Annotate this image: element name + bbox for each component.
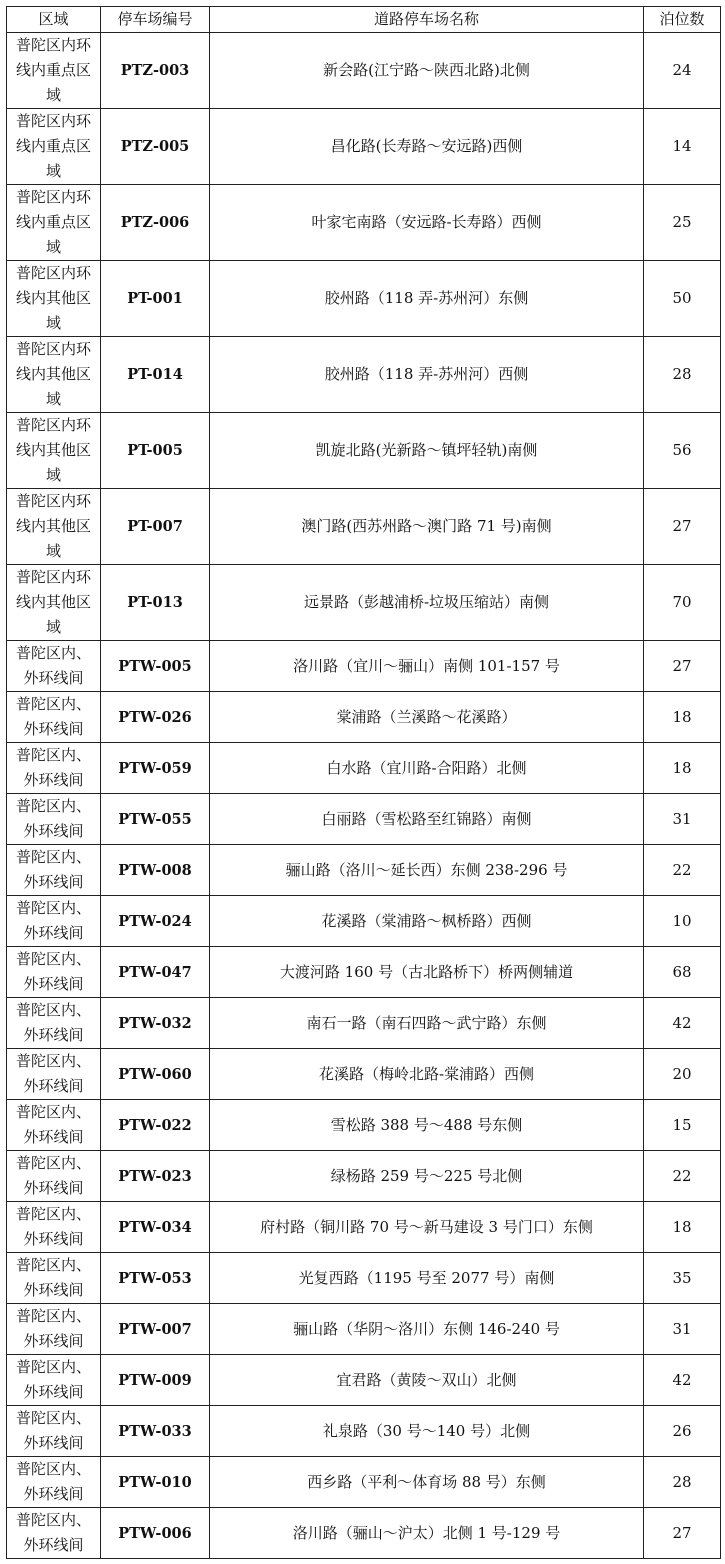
code-cell: PTZ-005 xyxy=(101,109,210,185)
spaces-cell: 15 xyxy=(644,1100,721,1151)
name-cell: 花溪路（梅岭北路-棠浦路）西侧 xyxy=(210,1049,644,1100)
spaces-cell: 26 xyxy=(644,1406,721,1457)
name-cell: 白丽路（雪松路至红锦路）南侧 xyxy=(210,794,644,845)
code-cell: PTW-006 xyxy=(101,1508,210,1559)
spaces-cell: 20 xyxy=(644,1049,721,1100)
table-body xyxy=(7,33,721,1559)
code-cell: PTW-008 xyxy=(101,845,210,896)
table-row xyxy=(7,896,721,947)
spaces-cell: 35 xyxy=(644,1253,721,1304)
header-name: 道路停车场名称 xyxy=(210,7,644,33)
spaces-cell: 14 xyxy=(644,109,721,185)
spaces-cell: 50 xyxy=(644,261,721,337)
region-cell: 普陀区内、外环线间 xyxy=(7,794,101,845)
name-cell: 花溪路（棠浦路～枫桥路）西侧 xyxy=(210,896,644,947)
region-cell: 普陀区内、外环线间 xyxy=(7,692,101,743)
name-cell: 宜君路（黄陵～双山）北侧 xyxy=(210,1355,644,1406)
spaces-cell: 27 xyxy=(644,1508,721,1559)
spaces-cell: 18 xyxy=(644,1202,721,1253)
name-cell: 大渡河路 160 号（古北路桥下）桥两侧辅道 xyxy=(210,947,644,998)
code-cell: PTW-047 xyxy=(101,947,210,998)
region-cell: 普陀区内环线内重点区域 xyxy=(7,109,101,185)
code-cell: PTW-005 xyxy=(101,641,210,692)
region-cell: 普陀区内环线内其他区域 xyxy=(7,565,101,641)
code-cell: PTW-053 xyxy=(101,1253,210,1304)
region-cell: 普陀区内、外环线间 xyxy=(7,1100,101,1151)
code-cell: PT-007 xyxy=(101,489,210,565)
table-row xyxy=(7,33,721,109)
spaces-cell: 42 xyxy=(644,998,721,1049)
spaces-cell: 18 xyxy=(644,692,721,743)
spaces-cell: 24 xyxy=(644,33,721,109)
table-row xyxy=(7,565,721,641)
name-cell: 府村路（铜川路 70 号～新马建设 3 号门口）东侧 xyxy=(210,1202,644,1253)
code-cell: PTW-032 xyxy=(101,998,210,1049)
spaces-cell: 70 xyxy=(644,565,721,641)
code-cell: PTW-026 xyxy=(101,692,210,743)
spaces-cell: 28 xyxy=(644,1457,721,1508)
region-cell: 普陀区内环线内重点区域 xyxy=(7,185,101,261)
header-row xyxy=(7,7,721,33)
table-row xyxy=(7,692,721,743)
code-cell: PTW-059 xyxy=(101,743,210,794)
name-cell: 洛川路（宜川～骊山）南侧 101-157 号 xyxy=(210,641,644,692)
spaces-cell: 27 xyxy=(644,489,721,565)
region-cell: 普陀区内、外环线间 xyxy=(7,1253,101,1304)
region-cell: 普陀区内、外环线间 xyxy=(7,1202,101,1253)
code-cell: PTW-034 xyxy=(101,1202,210,1253)
spaces-cell: 10 xyxy=(644,896,721,947)
region-cell: 普陀区内、外环线间 xyxy=(7,1406,101,1457)
name-cell: 胶州路（118 弄-苏州河）东侧 xyxy=(210,261,644,337)
spaces-cell: 22 xyxy=(644,845,721,896)
table-row xyxy=(7,1304,721,1355)
region-cell: 普陀区内、外环线间 xyxy=(7,641,101,692)
table-row xyxy=(7,1406,721,1457)
region-cell: 普陀区内、外环线间 xyxy=(7,845,101,896)
spaces-cell: 56 xyxy=(644,413,721,489)
name-cell: 南石一路（南石四路～武宁路）东侧 xyxy=(210,998,644,1049)
table-row xyxy=(7,337,721,413)
spaces-cell: 42 xyxy=(644,1355,721,1406)
region-cell: 普陀区内、外环线间 xyxy=(7,896,101,947)
table-row xyxy=(7,794,721,845)
table-row xyxy=(7,998,721,1049)
region-cell: 普陀区内、外环线间 xyxy=(7,1151,101,1202)
spaces-cell: 27 xyxy=(644,641,721,692)
table-row xyxy=(7,743,721,794)
parking-table xyxy=(6,6,721,1559)
table-row xyxy=(7,1100,721,1151)
region-cell: 普陀区内、外环线间 xyxy=(7,1457,101,1508)
region-cell: 普陀区内、外环线间 xyxy=(7,1508,101,1559)
spaces-cell: 18 xyxy=(644,743,721,794)
code-cell: PTZ-003 xyxy=(101,33,210,109)
code-cell: PTW-010 xyxy=(101,1457,210,1508)
spaces-cell: 22 xyxy=(644,1151,721,1202)
name-cell: 叶家宅南路（安远路-长寿路）西侧 xyxy=(210,185,644,261)
code-cell: PTW-033 xyxy=(101,1406,210,1457)
table-row xyxy=(7,185,721,261)
table-row xyxy=(7,947,721,998)
region-cell: 普陀区内、外环线间 xyxy=(7,947,101,998)
name-cell: 礼泉路（30 号～140 号）北侧 xyxy=(210,1406,644,1457)
region-cell: 普陀区内、外环线间 xyxy=(7,1355,101,1406)
code-cell: PTW-007 xyxy=(101,1304,210,1355)
spaces-cell: 28 xyxy=(644,337,721,413)
name-cell: 洛川路（骊山～沪太）北侧 1 号-129 号 xyxy=(210,1508,644,1559)
table-row xyxy=(7,109,721,185)
table-row xyxy=(7,1508,721,1559)
name-cell: 凯旋北路(光新路～镇坪轻轨)南侧 xyxy=(210,413,644,489)
region-cell: 普陀区内环线内其他区域 xyxy=(7,337,101,413)
name-cell: 雪松路 388 号～488 号东侧 xyxy=(210,1100,644,1151)
header-region: 区域 xyxy=(7,7,101,33)
name-cell: 白水路（宜川路-合阳路）北侧 xyxy=(210,743,644,794)
code-cell: PTW-009 xyxy=(101,1355,210,1406)
name-cell: 胶州路（118 弄-苏州河）西侧 xyxy=(210,337,644,413)
code-cell: PTW-023 xyxy=(101,1151,210,1202)
table-row xyxy=(7,845,721,896)
code-cell: PTW-024 xyxy=(101,896,210,947)
code-cell: PTW-060 xyxy=(101,1049,210,1100)
region-cell: 普陀区内环线内其他区域 xyxy=(7,413,101,489)
name-cell: 昌化路(长寿路～安远路)西侧 xyxy=(210,109,644,185)
region-cell: 普陀区内、外环线间 xyxy=(7,1049,101,1100)
name-cell: 棠浦路（兰溪路～花溪路） xyxy=(210,692,644,743)
name-cell: 澳门路(西苏州路～澳门路 71 号)南侧 xyxy=(210,489,644,565)
code-cell: PT-014 xyxy=(101,337,210,413)
region-cell: 普陀区内环线内重点区域 xyxy=(7,33,101,109)
code-cell: PTW-022 xyxy=(101,1100,210,1151)
header-spaces: 泊位数 xyxy=(644,7,721,33)
spaces-cell: 68 xyxy=(644,947,721,998)
region-cell: 普陀区内环线内其他区域 xyxy=(7,261,101,337)
table-row xyxy=(7,489,721,565)
code-cell: PT-001 xyxy=(101,261,210,337)
spaces-cell: 31 xyxy=(644,794,721,845)
region-cell: 普陀区内、外环线间 xyxy=(7,998,101,1049)
name-cell: 西乡路（平利～体育场 88 号）东侧 xyxy=(210,1457,644,1508)
spaces-cell: 25 xyxy=(644,185,721,261)
table-row xyxy=(7,261,721,337)
code-cell: PT-005 xyxy=(101,413,210,489)
region-cell: 普陀区内环线内其他区域 xyxy=(7,489,101,565)
code-cell: PTZ-006 xyxy=(101,185,210,261)
spaces-cell: 31 xyxy=(644,1304,721,1355)
table-row xyxy=(7,1457,721,1508)
table-row xyxy=(7,1253,721,1304)
table-row xyxy=(7,1151,721,1202)
table-row xyxy=(7,413,721,489)
code-cell: PT-013 xyxy=(101,565,210,641)
header-code: 停车场编号 xyxy=(101,7,210,33)
table-row xyxy=(7,1355,721,1406)
name-cell: 绿杨路 259 号～225 号北侧 xyxy=(210,1151,644,1202)
table-row xyxy=(7,641,721,692)
name-cell: 骊山路（华阴～洛川）东侧 146-240 号 xyxy=(210,1304,644,1355)
name-cell: 新会路(江宁路～陕西北路)北侧 xyxy=(210,33,644,109)
name-cell: 光复西路（1195 号至 2077 号）南侧 xyxy=(210,1253,644,1304)
table-row xyxy=(7,1202,721,1253)
table-row xyxy=(7,1049,721,1100)
code-cell: PTW-055 xyxy=(101,794,210,845)
name-cell: 远景路（彭越浦桥-垃圾压缩站）南侧 xyxy=(210,565,644,641)
name-cell: 骊山路（洛川～延长西）东侧 238-296 号 xyxy=(210,845,644,896)
region-cell: 普陀区内、外环线间 xyxy=(7,1304,101,1355)
region-cell: 普陀区内、外环线间 xyxy=(7,743,101,794)
